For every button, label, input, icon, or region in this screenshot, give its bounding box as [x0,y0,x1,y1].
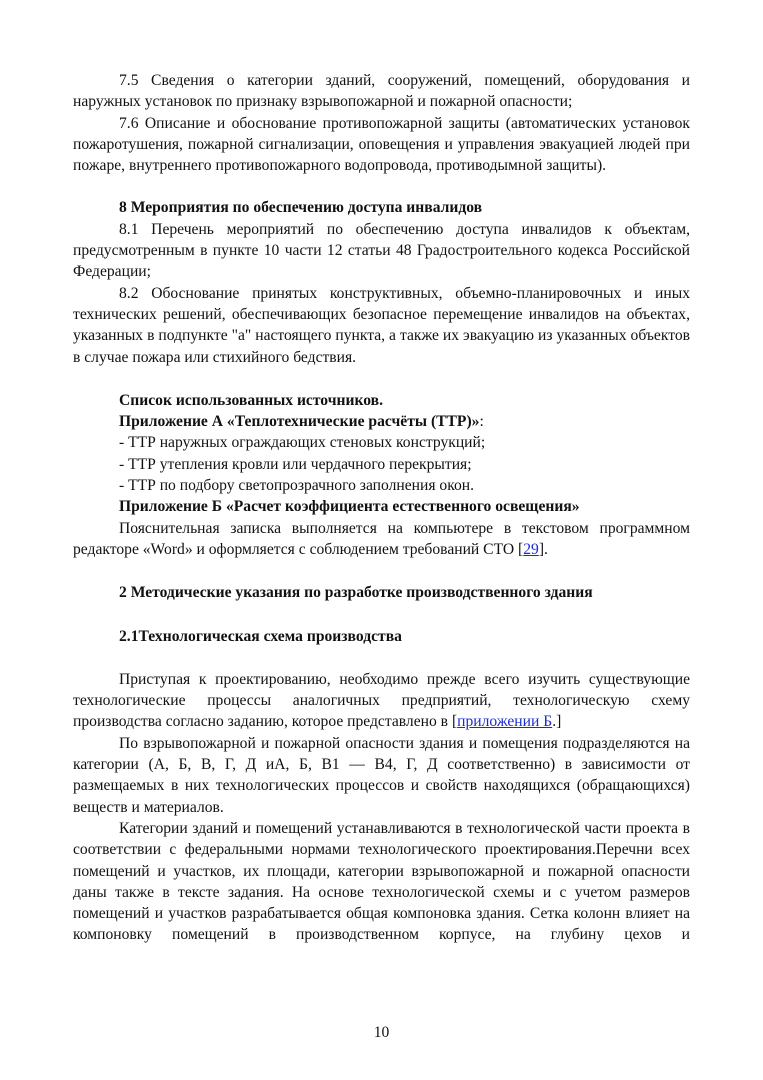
paragraph-8-1: 8.1 Перечень мероприятий по обеспечению доступа инвалидов к объектам, предусмотренным в пункте 10 части 12 статьи 48 Градостроительного кодекса Российской Федерации; [73,220,690,281]
appendix-a-item: - ТТР утепления кровли или чердачного перекрытия; [119,455,472,473]
reference-link-29[interactable]: 29 [523,540,539,558]
document-page [73,70,690,946]
paragraph-8-2: 8.2 Обоснование принятых конструктивных, объемно-планировочных и иных технических решений, обеспечивающих безопасное перемещение инвалидов на объектах, указанных в подпункте "а" настоящего пункта, а также их эвакуацию из указанных объектов в случае пожара или стихийного бедствия. [73,284,690,366]
appendix-a-item: - ТТР по подбору светопрозрачного заполнения окон. [119,477,475,495]
chapter-2-heading: 2 Методические указания по разработке производственного здания [119,584,593,602]
page-number: 10 [373,1024,390,1041]
appendix-b-link[interactable]: приложении Б [457,713,553,731]
spacer [73,560,690,582]
paragraph-7-5: 7.5 Сведения о категории зданий, сооружений, помещений, оборудования и наружных установок по признаку взрывопожарной и пожарной опасности; [73,72,690,111]
chapter-2-paragraph-2: По взрывопожарной и пожарной опасности здания и помещения подразделяются на категории (А, Б, В, Г, Д иА, Б, В1 — В4, Г, Д соответственно) в зависимости от размещаемых в них технологических процессов и свойств находящихся (обращающихся) веществ и материалов. [73,734,690,816]
appendix-a-title [73,411,690,432]
sources-heading: Список использованных источников. [119,391,383,409]
spacer [73,176,690,197]
appendix-b-title: Приложение Б «Расчет коэффициента естественного освещения» [119,498,580,516]
appendix-a-colon: : [479,413,484,431]
chapter-2-paragraph-3: Категории зданий и помещений устанавливаются в технологической части проекта в соответствии с федеральными нормами технологического проектирования.Перечни всех помещений и участков, их площади, категории взрывопожарной и пожарной опасности даны также в тексте задания. На основе технологической схемы и с учетом размеров помещений и участков разрабатывается общая компоновка здания. Сетка колонн влияет на компоновку помещений в производственном корпусе, на глубину цехов и [73,819,690,944]
spacer [73,368,690,390]
spacer [73,647,690,669]
appendix-a-title-text: Приложение А «Теплотехнические расчёты (ТТР)» [119,413,480,431]
note-end: ]. [538,540,548,558]
note-text: Пояснительная записка выполняется на компьютере в текстовом программном редакторе «Word» и оформляется с соблюдением требований СТО [ [73,519,690,558]
chapter-2-paragraph-1 [73,669,690,733]
section-8-heading: 8 Мероприятия по обеспечению доступа инвалидов [119,199,483,217]
paragraph-7-6: 7.6 Описание и обоснование противопожарной защиты (автоматических установок пожаротушения, пожарной сигнализации, оповещения и управления эвакуацией людей при пожаре, внутреннего противопожарного водопровода, противодымной защиты). [73,114,690,175]
p1-text: Приступая к проектированию, необходимо прежде всего изучить существующие технологические процессы аналогичных предприятий, технологическую схему производства согласно заданию, которое представлено в [ [73,670,690,731]
explanatory-note-paragraph [73,518,690,561]
spacer [73,604,690,626]
section-2-1-heading: 2.1Технологическая схема производства [119,627,402,645]
p1-end: .] [552,713,562,731]
appendix-a-item: - ТТР наружных ограждающих стеновых конструкций; [119,434,486,452]
